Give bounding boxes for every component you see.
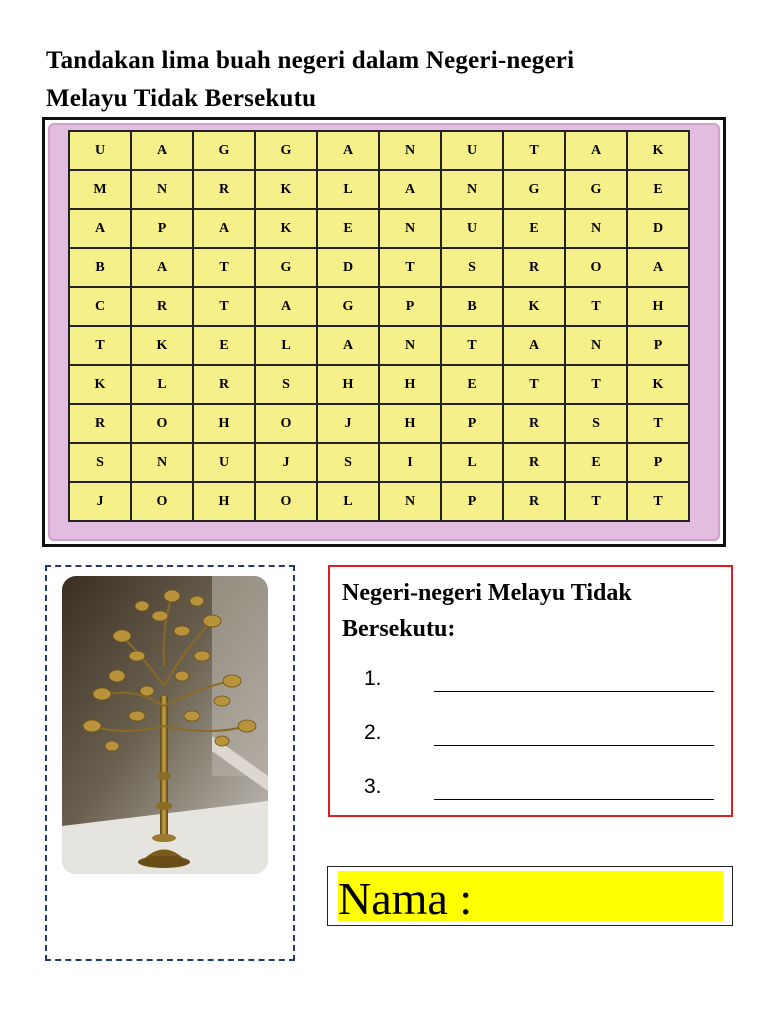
grid-cell[interactable]: R [503,443,565,482]
grid-cell[interactable]: N [131,170,193,209]
grid-cell[interactable]: S [565,404,627,443]
grid-cell[interactable]: P [441,482,503,521]
grid-cell[interactable]: A [193,209,255,248]
grid-cell[interactable]: R [503,248,565,287]
grid-row [69,404,689,443]
bunga-mas-tree-photo [62,576,268,874]
grid-cell[interactable]: L [317,482,379,521]
grid-cell[interactable]: C [69,287,131,326]
grid-cell[interactable]: G [503,170,565,209]
grid-cell[interactable]: M [69,170,131,209]
grid-cell[interactable]: S [255,365,317,404]
grid-cell[interactable]: T [565,482,627,521]
grid-cell[interactable]: A [503,326,565,365]
grid-cell[interactable]: N [379,209,441,248]
grid-cell[interactable]: K [255,209,317,248]
title-line-2: Melayu Tidak Bersekutu [46,85,317,112]
name-label: Nama : [338,873,473,924]
grid-cell[interactable]: G [317,287,379,326]
grid-cell[interactable]: K [131,326,193,365]
grid-cell[interactable]: K [627,365,689,404]
grid-cell[interactable]: R [503,404,565,443]
grid-cell[interactable]: H [193,404,255,443]
answer-panel-title [342,575,722,647]
grid-cell[interactable]: K [69,365,131,404]
name-box[interactable] [327,866,733,926]
grid-cell[interactable]: O [255,404,317,443]
grid-cell[interactable]: B [441,287,503,326]
grid-cell[interactable]: N [379,326,441,365]
worksheet-title [46,42,736,118]
answer-blank-line[interactable] [434,745,714,746]
grid-cell[interactable]: L [317,170,379,209]
grid-cell[interactable]: S [441,248,503,287]
photo-frame [45,565,295,961]
grid-row [69,287,689,326]
answer-title-line-2: Bersekutu: [342,616,456,642]
grid-row [69,443,689,482]
answer-number: 2. [364,721,382,744]
grid-cell[interactable]: R [193,365,255,404]
grid-cell[interactable]: T [627,482,689,521]
grid-cell[interactable]: R [131,287,193,326]
grid-cell[interactable]: T [565,365,627,404]
grid-cell[interactable]: P [627,326,689,365]
grid-cell[interactable]: L [131,365,193,404]
grid-cell[interactable]: S [69,443,131,482]
grid-cell[interactable]: K [503,287,565,326]
grid-cell[interactable]: H [317,365,379,404]
grid-cell[interactable]: D [317,248,379,287]
grid-cell[interactable]: U [441,209,503,248]
grid-cell[interactable]: T [565,287,627,326]
grid-cell[interactable]: A [255,287,317,326]
grid-cell[interactable]: A [379,170,441,209]
grid-row [69,326,689,365]
grid-cell[interactable]: N [565,209,627,248]
grid-cell[interactable]: O [255,482,317,521]
grid-cell[interactable]: B [69,248,131,287]
grid-cell[interactable]: T [69,326,131,365]
grid-cell[interactable]: E [503,209,565,248]
grid-cell[interactable]: N [131,443,193,482]
answer-number: 3. [364,775,382,798]
grid-cell[interactable]: T [503,131,565,170]
answer-title-line-1: Negeri-negeri Melayu Tidak [342,580,632,606]
grid-cell[interactable]: L [441,443,503,482]
grid-cell[interactable]: N [441,170,503,209]
grid-cell[interactable]: I [379,443,441,482]
grid-cell[interactable]: K [627,131,689,170]
grid-cell[interactable]: O [131,482,193,521]
grid-cell[interactable]: J [69,482,131,521]
grid-cell[interactable]: H [379,365,441,404]
grid-row [69,209,689,248]
grid-cell[interactable]: H [379,404,441,443]
grid-row [69,248,689,287]
grid-cell[interactable]: A [317,326,379,365]
grid-cell[interactable]: E [317,209,379,248]
grid-row [69,482,689,521]
grid-cell[interactable]: L [255,326,317,365]
bunga-mas-tree-illustration [62,576,268,874]
grid-cell[interactable]: R [503,482,565,521]
grid-cell[interactable]: O [565,248,627,287]
grid-cell[interactable]: E [627,170,689,209]
grid-cell[interactable]: U [69,131,131,170]
answer-row-3[interactable] [364,775,714,805]
grid-cell[interactable]: N [565,326,627,365]
grid-cell[interactable]: K [255,170,317,209]
answer-blank-line[interactable] [434,691,714,692]
grid-cell[interactable]: P [131,209,193,248]
grid-cell[interactable]: U [441,131,503,170]
grid-cell[interactable]: N [379,482,441,521]
grid-cell[interactable]: H [193,482,255,521]
grid-cell[interactable]: S [317,443,379,482]
grid-cell[interactable]: T [503,365,565,404]
grid-cell[interactable]: D [627,209,689,248]
grid-cell[interactable]: A [317,131,379,170]
word-search-grid [68,130,690,522]
grid-cell[interactable]: R [193,170,255,209]
grid-cell[interactable]: T [193,287,255,326]
grid-row [69,131,689,170]
grid-cell[interactable]: J [317,404,379,443]
grid-cell[interactable]: P [379,287,441,326]
grid-cell[interactable]: R [69,404,131,443]
answer-blank-line[interactable] [434,799,714,800]
title-line-1: Tandakan lima buah negeri dalam Negeri-negeri [46,47,575,74]
grid-cell[interactable]: N [379,131,441,170]
grid-cell[interactable]: A [69,209,131,248]
grid-cell[interactable]: P [441,404,503,443]
grid-cell[interactable]: A [131,248,193,287]
grid-cell[interactable]: G [255,248,317,287]
grid-cell[interactable]: T [627,404,689,443]
grid-cell[interactable]: T [379,248,441,287]
grid-cell[interactable]: P [627,443,689,482]
answer-row-1[interactable] [364,667,714,697]
grid-cell[interactable]: T [441,326,503,365]
grid-cell[interactable]: T [193,248,255,287]
grid-cell[interactable]: G [255,131,317,170]
grid-cell[interactable]: U [193,443,255,482]
grid-cell[interactable]: H [627,287,689,326]
answer-number: 1. [364,667,382,690]
grid-cell[interactable]: G [565,170,627,209]
grid-cell[interactable]: A [131,131,193,170]
grid-cell[interactable]: A [627,248,689,287]
grid-cell[interactable]: O [131,404,193,443]
grid-cell[interactable]: E [441,365,503,404]
grid-cell[interactable]: E [565,443,627,482]
grid-cell[interactable]: J [255,443,317,482]
grid-cell[interactable]: E [193,326,255,365]
grid-cell[interactable]: G [193,131,255,170]
grid-row [69,170,689,209]
grid-cell[interactable]: A [565,131,627,170]
answer-row-2[interactable] [364,721,714,751]
answer-panel [328,565,733,817]
grid-row [69,365,689,404]
